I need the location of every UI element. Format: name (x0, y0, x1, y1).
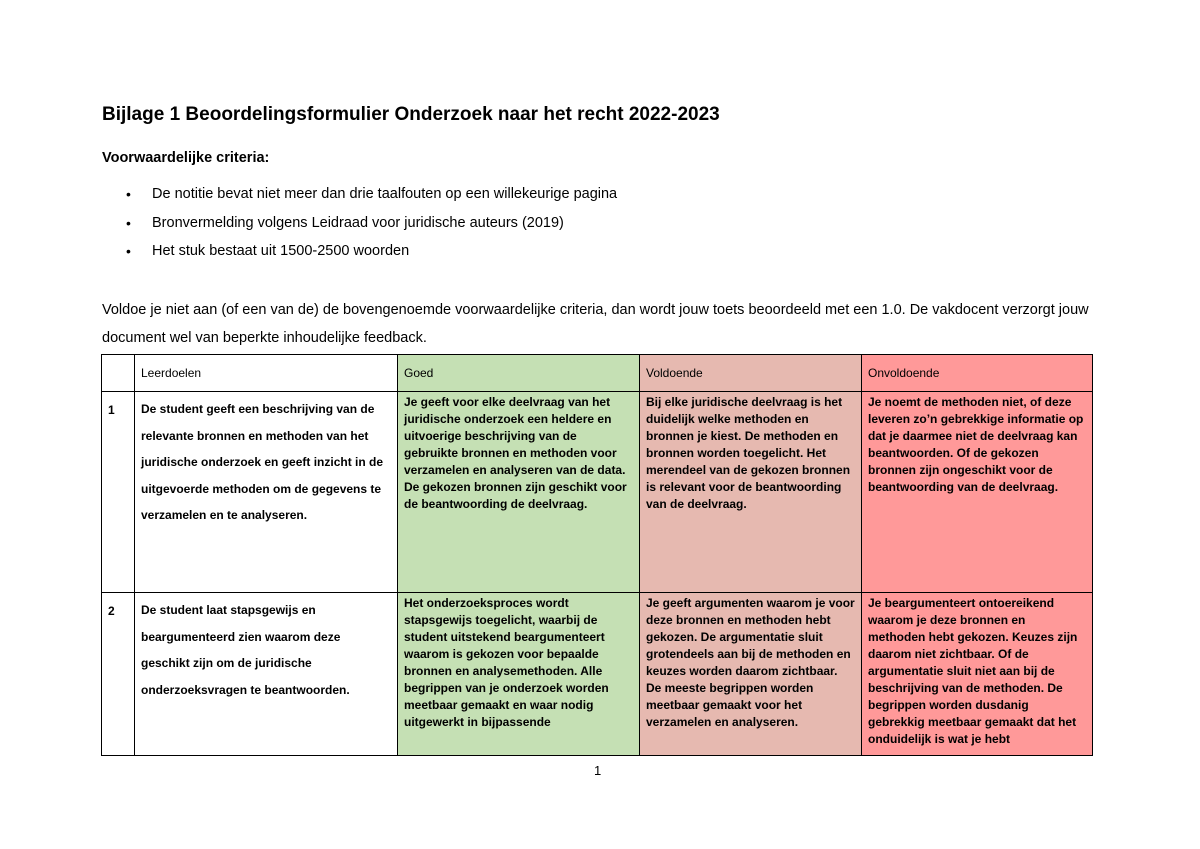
conditions-notice: Voldoe je niet aan (of een van de) de bovengenoemde voorwaardelijke criteria, dan wordt jouw toets beoordeeld met een 1.0. De vakdocent verzorgt jouw document wel van beperkte inhoudelijke feedback. (102, 302, 1089, 346)
header-voldoende: Voldoende (640, 355, 862, 392)
page-number: 1 (594, 763, 602, 778)
criterion-voldoende: Je geeft argumenten waarom je voor deze bronnen en methoden hebt gekozen. De argumentatie sluit grotendeels aan bij de methoden en keuzes worden daarom zichtbaar. De meeste begrippen worden meetbaar gemaakt voor het verzamelen en analyseren. (640, 593, 862, 756)
condition-text: De notitie bevat niet meer dan drie taalfouten op een willekeurige pagina (152, 186, 618, 202)
criterion-onvoldoende: Je beargumenteert ontoereikend waarom je deze bronnen en methoden hebt gekozen. Keuzes zijn daarom niet zichtbaar. Of de argumentatie sluit niet aan bij de beschrijving van de methoden. De begrippen worden dusdanig gebrekkig meetbaar gemaakt dat het onduidelijk is wat je hebt (862, 593, 1093, 756)
bullet-icon: • (126, 215, 131, 231)
row-number: 2 (102, 593, 135, 756)
header-goed: Goed (398, 355, 640, 392)
table-row (102, 593, 1093, 756)
criterion-goed: Het onderzoeksproces wordt stapsgewijs toegelicht, waarbij de student uitstekend beargumenteert waarom is gekozen voor bepaalde bronnen en analysemethoden. Alle begrippen van je onderzoek worden meetbaar gemaakt en waar nodig uitgewerkt in bijpassende (398, 593, 640, 756)
header-onvoldoende: Onvoldoende (862, 355, 1093, 392)
condition-text: Het stuk bestaat uit 1500-2500 woorden (152, 243, 410, 259)
table-row (102, 392, 1093, 593)
conditions-heading: Voorwaardelijke criteria: (102, 150, 270, 166)
condition-text: Bronvermelding volgens Leidraad voor juridische auteurs (2019) (152, 215, 564, 231)
bullet-icon: • (126, 186, 131, 202)
criterion-onvoldoende: Je noemt de methoden niet, of deze leveren zo’n gebrekkige informatie op dat je daarmee niet de deelvraag kan beantwoorden. Of de gekozen bronnen zijn ongeschikt voor de beantwoording van de deelvraag. (862, 392, 1093, 593)
document-title: Bijlage 1 Beoordelingsformulier Onderzoek naar het recht 2022-2023 (102, 104, 720, 125)
bullet-icon: • (126, 243, 131, 259)
table-header-row (102, 355, 1093, 392)
header-leerdoelen: Leerdoelen (135, 355, 398, 392)
criterion-voldoende: Bij elke juridische deelvraag is het duidelijk welke methoden en bronnen je kiest. De methoden en bronnen worden toegelicht. Het merendeel van de gekozen bronnen is relevant voor de beantwoording van de deelvraag. (640, 392, 862, 593)
header-number (102, 355, 135, 392)
learning-goal: De student geeft een beschrijving van de relevante bronnen en methoden van het juridische onderzoek en geeft inzicht in de uitgevoerde methoden om de gegevens te verzamelen en te analyseren. (135, 392, 398, 593)
row-number: 1 (102, 392, 135, 593)
criterion-goed: Je geeft voor elke deelvraag van het juridische onderzoek een heldere en uitvoerige beschrijving van de gebruikte bronnen en methoden voor verzamelen en analyseren van de data. De gekozen bronnen zijn geschikt voor de beantwoording de deelvraag. (398, 392, 640, 593)
learning-goal: De student laat stapsgewijs en beargumenteerd zien waarom deze geschikt zijn om de juridische onderzoeksvragen te beantwoorden. (135, 593, 398, 756)
assessment-rubric-table (101, 354, 1093, 756)
